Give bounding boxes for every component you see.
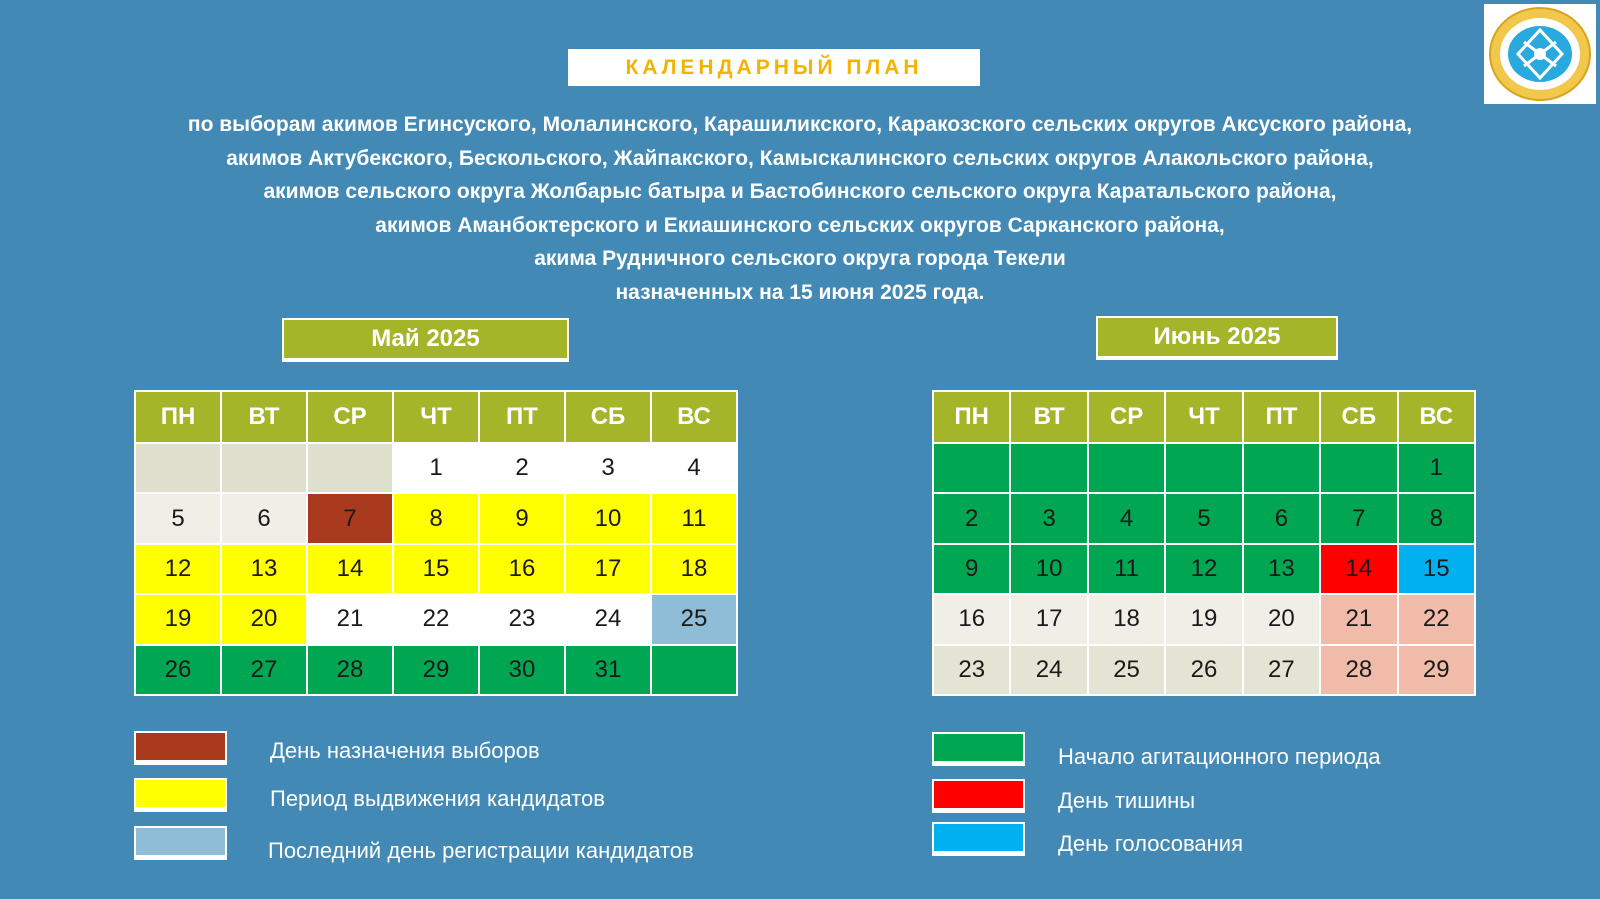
day-cell: 19 [1165,594,1242,644]
day-cell: 21 [1320,594,1397,644]
subtitle-line: назначенных на 15 июня 2025 года. [615,280,985,304]
weekday-header: СР [1088,391,1165,443]
day-cell: 28 [307,645,393,695]
day-cell [1010,443,1087,493]
weekday-header: ПН [933,391,1010,443]
legend-swatch-voting-day [932,822,1025,856]
day-cell: 7 [307,493,393,543]
election-commission-emblem-icon [1488,6,1592,102]
day-cell [221,443,307,493]
day-cell: 17 [1010,594,1087,644]
day-cell: 18 [1088,594,1165,644]
day-cell: 30 [479,645,565,695]
weekday-header: СР [307,391,393,443]
weekday-header: ЧТ [1165,391,1242,443]
subtitle-line: акима Рудничного сельского округа города Текели [534,247,1066,270]
day-cell [1088,443,1165,493]
subtitle-line: акимов сельского округа Жолбарыс батыра и Бастобинского сельского округа Каратальского района, [263,180,1337,203]
day-cell: 27 [1243,645,1320,695]
weekday-header: ЧТ [393,391,479,443]
weekday-header: ВТ [1010,391,1087,443]
day-cell [1320,443,1397,493]
day-cell: 14 [307,544,393,594]
legend-swatch-nomination-day [134,731,227,765]
weekday-header: ПТ [1243,391,1320,443]
day-cell: 6 [221,493,307,543]
day-cell: 1 [393,443,479,493]
day-cell: 4 [1088,493,1165,543]
day-cell: 2 [479,443,565,493]
day-cell: 3 [565,443,651,493]
day-cell: 26 [1165,645,1242,695]
day-cell: 15 [1398,544,1475,594]
day-cell: 10 [565,493,651,543]
weekday-header: ВС [651,391,737,443]
day-cell: 5 [135,493,221,543]
day-cell: 14 [1320,544,1397,594]
day-cell: 12 [135,544,221,594]
day-cell [933,443,1010,493]
day-cell: 9 [933,544,1010,594]
day-cell: 20 [221,594,307,644]
day-cell: 19 [135,594,221,644]
day-cell: 17 [565,544,651,594]
weekday-header: ВС [1398,391,1475,443]
day-cell: 24 [565,594,651,644]
day-cell: 1 [1398,443,1475,493]
june-calendar [932,390,1476,696]
day-cell: 22 [393,594,479,644]
day-cell: 31 [565,645,651,695]
day-cell: 25 [651,594,737,644]
day-cell: 4 [651,443,737,493]
day-cell: 15 [393,544,479,594]
day-cell [135,443,221,493]
day-cell: 21 [307,594,393,644]
day-cell: 8 [1398,493,1475,543]
day-cell: 9 [479,493,565,543]
subtitle-line: по выборам акимов Егинсуского, Молалинского, Карашиликского, Каракозского сельских округов Аксуского района, [187,113,1413,136]
weekday-header: ПТ [479,391,565,443]
day-cell: 22 [1398,594,1475,644]
weekday-header: СБ [565,391,651,443]
day-cell: 24 [1010,645,1087,695]
day-cell: 13 [1243,544,1320,594]
day-cell [651,645,737,695]
day-cell: 29 [393,645,479,695]
weekday-header: СБ [1320,391,1397,443]
day-cell: 26 [135,645,221,695]
day-cell: 8 [393,493,479,543]
legend-label: День назначения выборов [270,738,540,763]
day-cell: 27 [221,645,307,695]
day-cell: 18 [651,544,737,594]
day-cell [307,443,393,493]
weekday-header: ПН [135,391,221,443]
legend-label: Начало агитационного периода [1058,744,1381,769]
legend-label: Период выдвижения кандидатов [270,786,605,811]
weekday-header: ВТ [221,391,307,443]
page-title: КАЛЕНДАРНЫЙ ПЛАН [568,49,980,86]
subtitle [0,108,1600,309]
day-cell: 3 [1010,493,1087,543]
day-cell: 11 [1088,544,1165,594]
day-cell: 16 [933,594,1010,644]
day-cell: 12 [1165,544,1242,594]
day-cell: 10 [1010,544,1087,594]
legend-swatch-nomination-period [134,778,227,812]
day-cell: 7 [1320,493,1397,543]
day-cell: 23 [479,594,565,644]
day-cell: 13 [221,544,307,594]
legend-swatch-campaign-start [932,732,1025,766]
day-cell: 23 [933,645,1010,695]
legend-swatch-registration-deadline [134,826,227,860]
day-cell: 2 [933,493,1010,543]
day-cell: 20 [1243,594,1320,644]
legend-label: Последний день регистрации кандидатов [268,838,694,863]
day-cell [1243,443,1320,493]
day-cell: 29 [1398,645,1475,695]
day-cell: 28 [1320,645,1397,695]
may-month-label: Май 2025 [282,318,569,362]
legend-swatch-silence-day [932,779,1025,813]
june-month-label: Июнь 2025 [1096,316,1338,360]
legend-label: День голосования [1058,831,1243,856]
may-calendar [134,390,738,696]
subtitle-line: акимов Актубекского, Бескольского, Жайпакского, Камыскалинского сельских округов Алакольского района, [226,146,1374,170]
election-commission-logo [1484,4,1596,104]
day-cell: 25 [1088,645,1165,695]
day-cell: 16 [479,544,565,594]
day-cell: 6 [1243,493,1320,543]
legend-label: День тишины [1058,788,1196,813]
day-cell [1165,443,1242,493]
day-cell: 11 [651,493,737,543]
subtitle-line: акимов Аманбоктерского и Екиашинского сельских округов Сарканского района, [375,213,1225,237]
day-cell: 5 [1165,493,1242,543]
